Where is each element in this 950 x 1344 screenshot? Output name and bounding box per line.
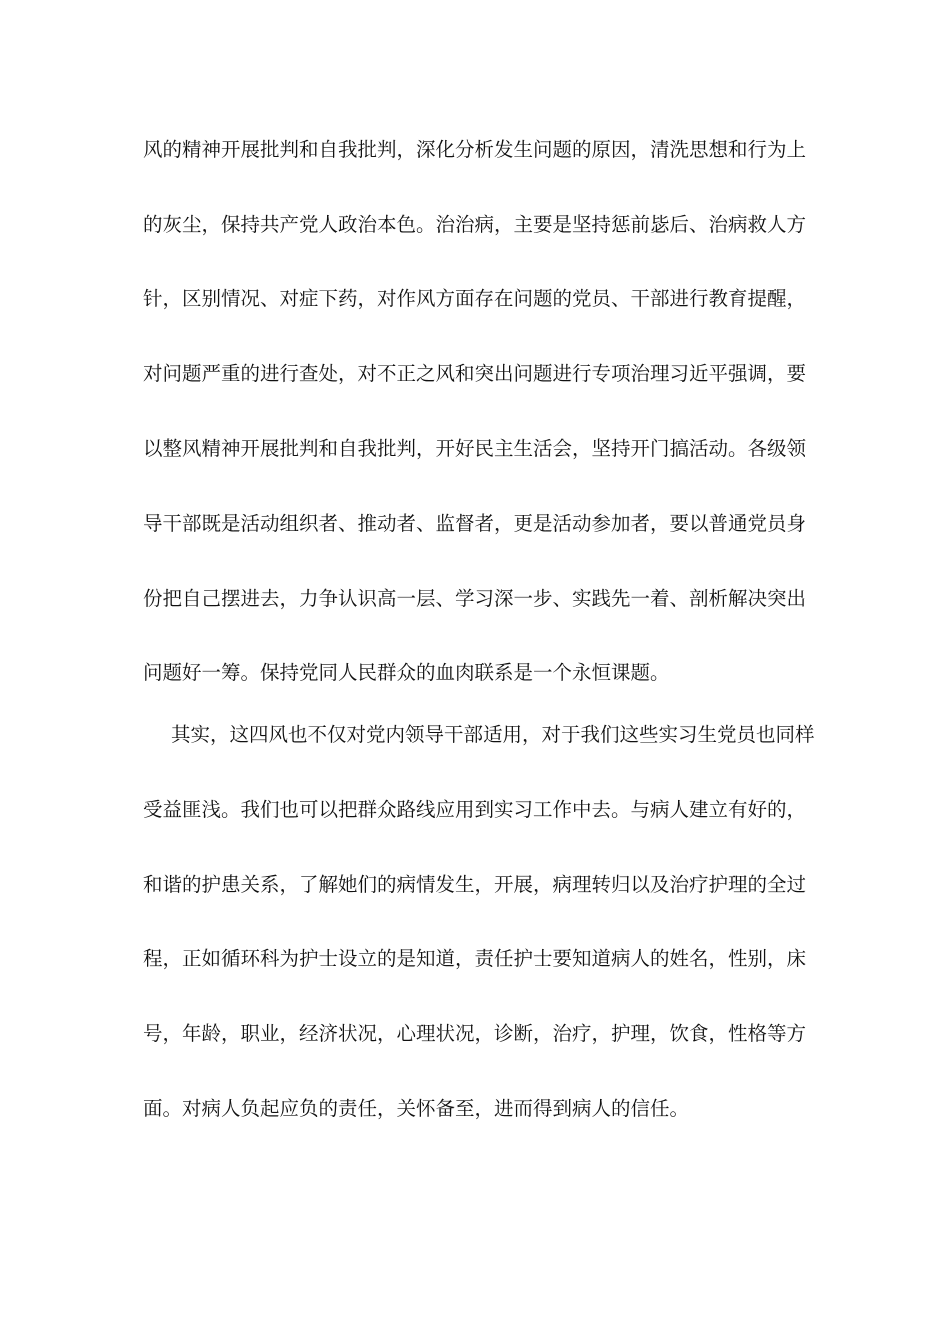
text-line: 号，年龄，职业，经济状况，心理状况，诊断，治疗，护理，饮食，性格等方 [143, 1022, 807, 1045]
text-line: 以整风精神开展批判和自我批判，开好民主生活会，坚持开门搞活动。各级领 [143, 437, 807, 460]
text-line: 面。对病人负起应负的责任，关怀备至，进而得到病人的信任。 [143, 1097, 690, 1120]
text-line: 和谐的护患关系，了解她们的病情发生，开展，病理转归以及治疗护理的全过 [143, 873, 807, 896]
text-line: 其实，这四风也不仅对党内领导干部适用，对于我们这些实习生党员也同样 [171, 723, 815, 746]
text-line: 导干部既是活动组织者、推动者、监督者，更是活动参加者，要以普通党员身 [143, 512, 807, 535]
text-line: 风的精神开展批判和自我批判，深化分析发生问题的原因，清洗思想和行为上 [143, 138, 807, 161]
text-line: 的灰尘，保持共产党人政治本色。治治病，主要是坚持惩前毖后、治病救人方 [143, 213, 807, 236]
text-line: 程，正如循环科为护士设立的是知道，责任护士要知道病人的姓名，性别，床 [143, 947, 807, 970]
text-line: 针，区别情况、对症下药，对作风方面存在问题的党员、干部进行教育提醒， [143, 287, 807, 310]
text-line: 份把自己摆进去，力争认识高一层、学习深一步、实践先一着、剖析解决突出 [143, 587, 807, 610]
text-line: 受益匪浅。我们也可以把群众路线应用到实习工作中去。与病人建立有好的， [143, 798, 807, 821]
text-line: 问题好一筹。保持党同人民群众的血肉联系是一个永恒课题。 [143, 661, 670, 684]
text-line: 对问题严重的进行查处，对不正之风和突出问题进行专项治理习近平强调，要 [143, 362, 807, 385]
